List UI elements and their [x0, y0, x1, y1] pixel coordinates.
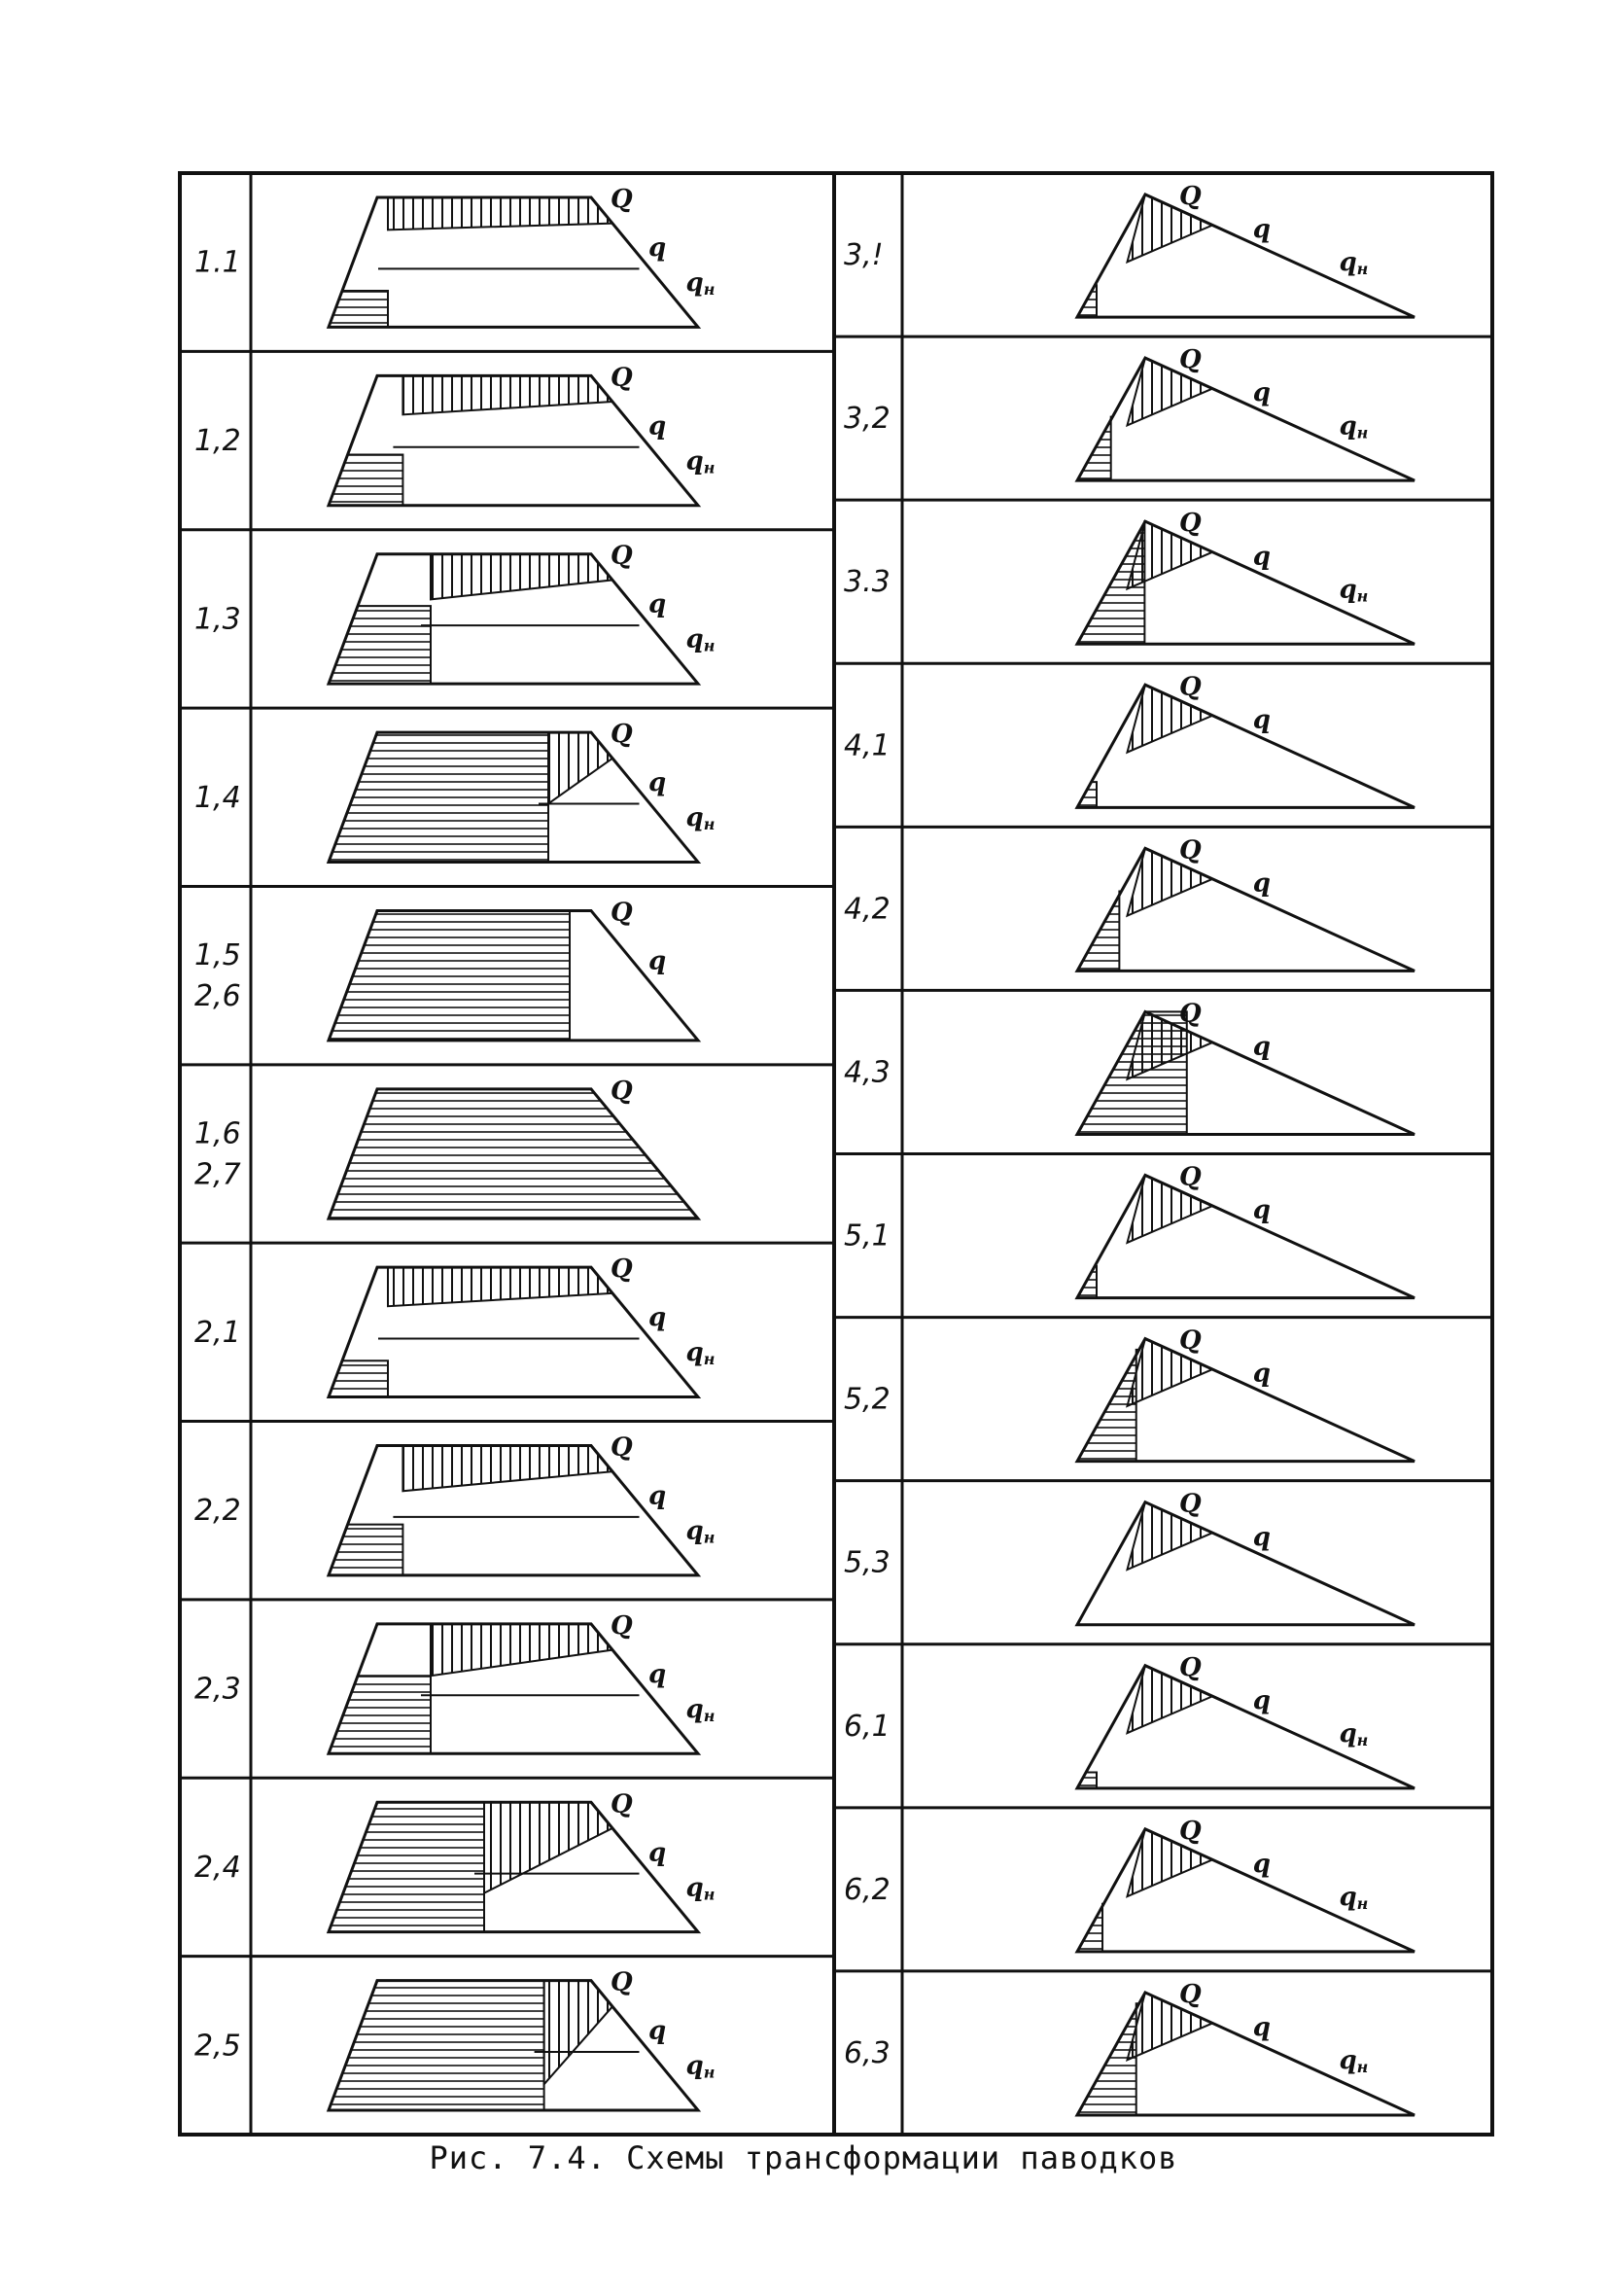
curve-label-qn: qн	[685, 1516, 716, 1547]
curve-label-Q: Q	[611, 185, 633, 214]
scheme-row	[180, 1957, 834, 2110]
vertical-hatch-area	[431, 1624, 612, 1676]
figure-caption: Рис. 7.4. Схемы трансформации паводков	[429, 2139, 1178, 2176]
curve-label-q: q	[1252, 1849, 1271, 1879]
scheme-row	[180, 1422, 834, 1575]
curve-label-q: q	[1252, 705, 1271, 735]
hydrograph-outline	[1077, 1502, 1415, 1625]
hydrograph-outline	[1077, 685, 1415, 807]
curve-label-q: q	[648, 768, 667, 798]
curve-label-Q: Q	[1179, 1489, 1202, 1519]
scheme-code: 2,1	[194, 1315, 241, 1350]
scheme-row	[180, 1600, 834, 1753]
scheme-code: 2,4	[194, 1850, 241, 1885]
curve-label-Q: Q	[611, 1076, 633, 1106]
curve-label-q: q	[648, 411, 667, 442]
curve-label-Q: Q	[1179, 1816, 1202, 1846]
curve-label-q: q	[1252, 868, 1271, 899]
curve-label-qn: qн	[1339, 411, 1369, 442]
curve-label-Q: Q	[1179, 345, 1202, 375]
scheme-code: 2,2	[194, 1494, 241, 1529]
curve-label-qn: qн	[685, 1694, 716, 1725]
scheme-code: 1,6	[194, 1116, 241, 1151]
scheme-code: 5,2	[844, 1382, 891, 1417]
scheme-code: 5,1	[844, 1219, 891, 1254]
scheme-row	[834, 500, 1492, 644]
scheme-code: 4,3	[844, 1055, 891, 1090]
scheme-row	[834, 1644, 1492, 1788]
curve-label-qn: qн	[685, 446, 716, 477]
hydrograph-outline	[1077, 848, 1415, 971]
hydrograph-outline	[1077, 1666, 1415, 1788]
scheme-row	[834, 336, 1492, 480]
curve-label-q: q	[648, 1481, 667, 1511]
curve-label-qn: qн	[685, 2051, 716, 2082]
horizontal-hatch-area	[329, 1089, 698, 1219]
vertical-hatch-area	[388, 197, 612, 230]
scheme-row	[844, 182, 1415, 317]
curve-label-Q: Q	[611, 1789, 633, 1819]
curve-label-q: q	[1252, 1359, 1271, 1389]
scheme-code: 4,1	[844, 728, 891, 763]
left-column	[180, 185, 834, 2110]
horizontal-hatch-area	[329, 1981, 544, 2110]
curve-label-q: q	[1252, 378, 1271, 408]
curve-label-Q: Q	[611, 1432, 633, 1463]
scheme-row	[834, 1971, 1492, 2115]
curve-label-q: q	[648, 589, 667, 619]
scheme-code: 2,6	[194, 979, 241, 1014]
curve-label-qn: qн	[685, 624, 716, 655]
curve-label-qn: qн	[1339, 1883, 1369, 1914]
curve-label-Q: Q	[1179, 1979, 1202, 2009]
curve-label-qn: qн	[1339, 2046, 1369, 2077]
scheme-code: 2,7	[194, 1157, 241, 1192]
curve-label-Q: Q	[1179, 182, 1202, 211]
scheme-code: 4,2	[844, 892, 891, 927]
scheme-row	[834, 990, 1492, 1134]
scheme-row	[834, 663, 1492, 807]
scheme-row	[834, 1318, 1492, 1462]
curve-label-qn: qн	[1339, 248, 1369, 279]
curve-label-Q: Q	[611, 898, 633, 928]
curve-label-q: q	[648, 1838, 667, 1868]
scheme-row	[180, 886, 834, 1040]
curve-label-Q: Q	[1179, 672, 1202, 702]
curve-label-Q: Q	[611, 720, 633, 750]
scheme-row	[180, 530, 834, 684]
hydrograph-outline	[1077, 1829, 1415, 1952]
curve-label-Q: Q	[1179, 509, 1202, 539]
curve-label-Q: Q	[1179, 1652, 1202, 1682]
curve-label-q: q	[1252, 1522, 1271, 1552]
vertical-hatch-area	[388, 1267, 612, 1306]
curve-label-q: q	[1252, 215, 1271, 245]
scheme-code: 1,2	[194, 424, 241, 459]
scheme-code: 1,4	[194, 780, 241, 815]
horizontal-hatch-area	[329, 910, 570, 1040]
curve-label-q: q	[1252, 1685, 1271, 1715]
vertical-hatch-area	[548, 732, 612, 803]
scheme-code: 2,5	[194, 2029, 241, 2064]
scheme-code: 6,2	[844, 1872, 891, 1907]
vertical-hatch-area	[402, 375, 612, 414]
scheme-code: 1,5	[194, 938, 241, 973]
horizontal-hatch-area	[329, 732, 548, 862]
curve-label-q: q	[648, 946, 667, 976]
vertical-hatch-area	[484, 1802, 612, 1892]
curve-label-q: q	[1252, 542, 1271, 572]
scheme-row	[180, 351, 834, 505]
scheme-code: 5,3	[844, 1545, 891, 1580]
scheme-code: 3.3	[844, 565, 891, 600]
horizontal-hatch-area	[329, 454, 402, 505]
scheme-code: 3,!	[844, 238, 884, 273]
curve-label-q: q	[648, 233, 667, 264]
scheme-code: 2,3	[194, 1672, 241, 1707]
curve-label-Q: Q	[611, 1254, 633, 1285]
scheme-code: 6,3	[844, 2035, 891, 2070]
scheme-row	[180, 1243, 834, 1396]
curve-label-Q: Q	[1179, 1325, 1202, 1356]
scheme-code: 1,3	[194, 602, 241, 637]
curve-label-q: q	[1252, 1032, 1271, 1062]
scheme-row	[834, 1808, 1492, 1952]
horizontal-hatch-area	[329, 1360, 388, 1396]
horizontal-hatch-area	[329, 291, 388, 327]
hydrograph-outline	[1077, 358, 1415, 480]
scheme-row	[180, 1778, 834, 1931]
scheme-code: 1.1	[194, 245, 241, 280]
curve-label-Q: Q	[1179, 835, 1202, 865]
curve-label-Q: Q	[611, 1967, 633, 1997]
scheme-row	[194, 185, 715, 327]
curve-label-qn: qн	[1339, 575, 1369, 606]
horizontal-hatch-area	[329, 1525, 402, 1575]
curve-label-q: q	[1252, 2013, 1271, 2043]
curve-label-q: q	[648, 1303, 667, 1333]
curve-label-qn: qн	[685, 268, 716, 300]
scheme-row	[180, 708, 834, 862]
hydrograph-outline	[1077, 1176, 1415, 1298]
curve-label-qn: qн	[1339, 1718, 1369, 1749]
vertical-hatch-area	[402, 1446, 612, 1492]
curve-label-q: q	[1252, 1195, 1271, 1225]
curve-label-q: q	[648, 2016, 667, 2046]
scheme-row	[834, 1481, 1492, 1625]
scheme-row	[180, 1065, 834, 1219]
curve-label-qn: qн	[685, 803, 716, 834]
scheme-row	[834, 1154, 1492, 1298]
curve-label-Q: Q	[611, 363, 633, 393]
curve-label-qn: qн	[685, 1873, 716, 1904]
curve-label-q: q	[648, 1659, 667, 1689]
vertical-hatch-area	[431, 554, 612, 600]
scheme-row	[834, 827, 1492, 971]
scheme-code: 6,1	[844, 1709, 891, 1744]
curve-label-Q: Q	[611, 541, 633, 571]
curve-label-Q: Q	[1179, 999, 1202, 1029]
curve-label-Q: Q	[611, 1610, 633, 1641]
hydrograph-outline	[1077, 194, 1415, 317]
curve-label-Q: Q	[1179, 1162, 1202, 1192]
right-column	[834, 182, 1492, 2115]
curve-label-qn: qн	[685, 1338, 716, 1369]
scheme-code: 3,2	[844, 402, 891, 437]
